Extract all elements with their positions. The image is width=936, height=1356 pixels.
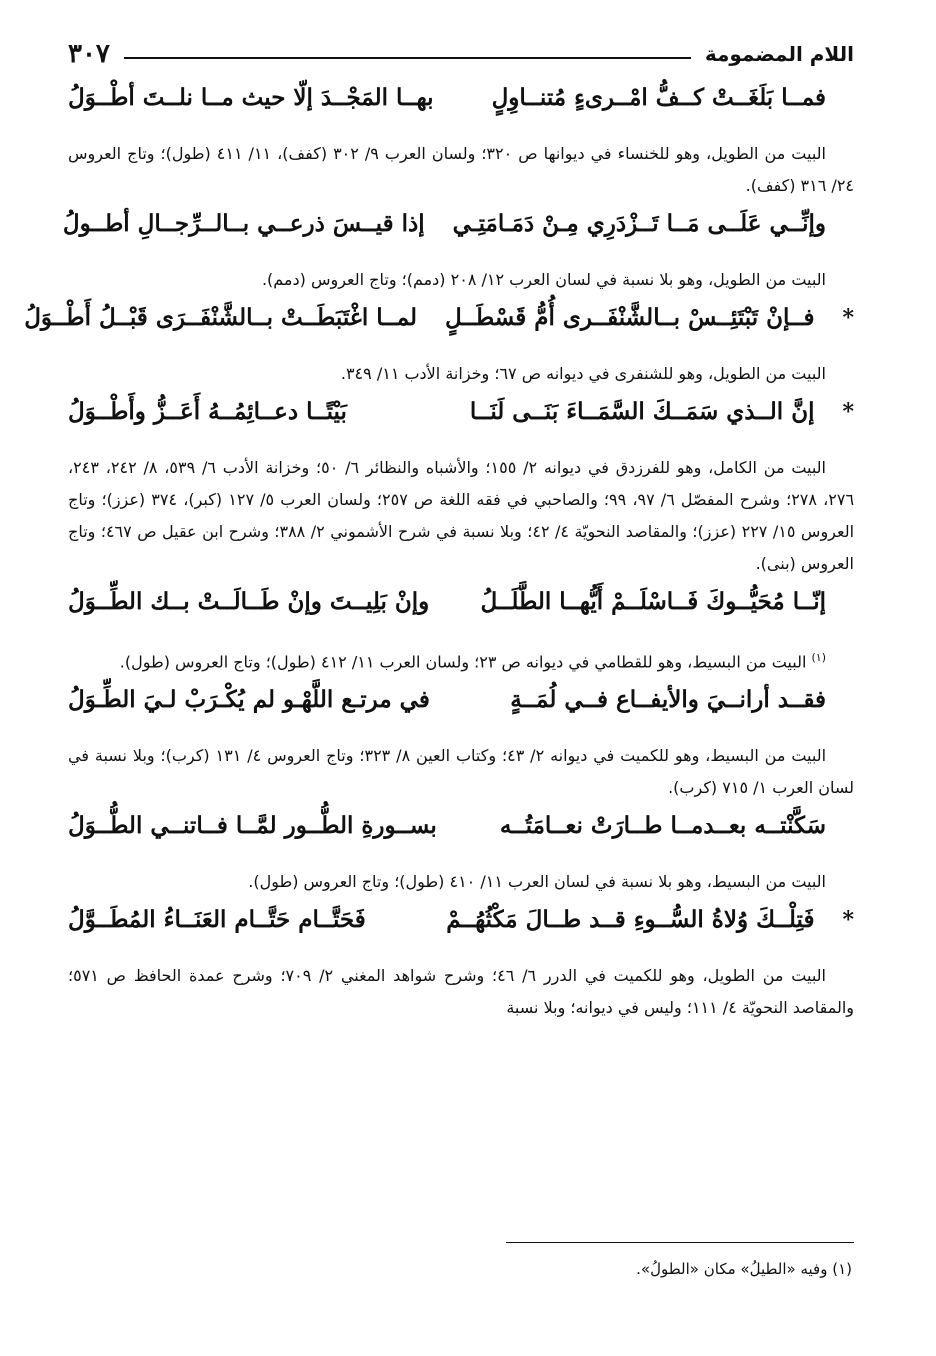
star-marker: * [842,907,854,934]
verse-second-hemistich: بَيْتًــا دعــائِمُــهُ أَعَــزُّ وأَطْــوَلُ [68,398,347,425]
verse-commentary: البيت من البسيط، وهو للكميت في ديوانه ٢/ ٤٣؛ وكتاب العين ٨/ ٣٢٣؛ وتاج العروس ٤/ ١٣١ (كرب)؛ وبلا نسبة في لسان العرب ١/ ٧١٥ (كرب). [68,746,854,798]
verse-line [68,906,854,960]
footnote: (١) وفيه «الطيلُ» مكان «الطولُ». [636,1260,852,1278]
verse-line [68,398,854,452]
verse-line [24,304,854,358]
verse-second-hemistich: بهــا المَجْــدَ إلّا حيث مــا نلــتَ أطْــوَلُ [68,84,434,111]
verse-line [68,812,854,866]
verse-first-hemistich: فَتِلْــكَ وُلاةُ السُّــوءِ قــد طــالَ مَكْثُهُــمْ [446,906,815,934]
verse-line [62,210,854,264]
verse-second-hemistich: فَحَتَّــام حَتَّــام العَنَــاءُ المُطَــوَّلُ [68,906,366,934]
verse-line [68,686,854,740]
poem-entry [62,210,854,296]
verse-commentary [68,642,854,678]
poem-entry [68,686,854,804]
verse-first-hemistich: فــإنْ تَبْتَئِــسْ بــالشَّنْفَــرى أُمُّ قَسْطَــلٍ [445,304,815,331]
verse-second-hemistich: لمــا اغْتَبَطَــتْ بــالشَّنْفَــرَى قَبْــلُ أَطْــوَلُ [24,304,417,331]
footnote-ref: (١) [811,651,826,664]
verse-first-hemistich: سَكَّنْتــه بعــدمــا طــارَتْ نعــامَتُــه [499,812,826,840]
verse-commentary: البيت من الطويل، وهو للخنساء في ديوانها ص ٣٢٠؛ ولسان العرب ٩/ ٣٠٢ (كفف)، ١١/ ٤١١ (طول)؛ وتاج العروس ٢٤/ ٣١٦ (كفف). [68,144,854,195]
verse-commentary: البيت من الطويل، وهو بلا نسبة في لسان العرب ١٢/ ٢٠٨ (دمم)؛ وتاج العروس (دمم). [261,270,826,289]
verse-first-hemistich: إنَّ الــذي سَمَــكَ السَّمَــاءَ بَنَــى لَنَــا [469,398,815,425]
verse-commentary: البيت من الكامل، وهو للفرزدق في ديوانه ٢/ ١٥٥؛ والأشباه والنظائر ٦/ ٥٠؛ وخزانة الأدب ٦/ ٥٣٩، ٨/ ٢٤٢، ٢٤٣، ٢٧٦، ٢٧٨؛ وشرح المفصّل ٦/ ٩٧، ٩٩؛ والصاحبي في فقه اللغة ص ٢٥٧؛ ولسان العرب ٥/ ١٢٧ (كبر)، ٣٧٤ (عزز)؛ وتاج العروس ١٥/ ٢٢٧ (عزز)؛ والمقاصد النحويّة ٤/ ٤٢؛ وبلا نسبة في شرح الأشموني ٢/ ٣٨٨؛ وشرح ابن عقيل ص ٤٦٧؛ وتاج العروس (بنى). [68,458,855,573]
page-body [24,84,855,1032]
poem-entry [68,84,854,202]
verse-first-hemistich: وإنِّــي عَلَــى مَــا تَــزْدَرِي مِـنْ دَمَـامَتِـي [452,210,826,237]
poem-entry [68,906,854,1024]
verse-line [68,84,854,138]
verse-second-hemistich: إذا قيــسَ ذرعــي بــالــرِّجــالِ أطــولُ [62,210,425,237]
verse-line [68,588,854,642]
page-number: ٣٠٧ [68,39,110,69]
star-marker: * [842,305,854,331]
verse-commentary: البيت من الطويل، وهو للكميت في الدرر ٦/ ٤٦؛ وشرح شواهد المغني ٢/ ٧٠٩؛ وشرح عمدة الحافظ ص ٥٧١؛ والمقاصد النحويّة ٤/ ١١١؛ وليس في ديوانه؛ وبلا نسبة [68,966,854,1018]
chapter-title: اللام المضمومة [704,42,854,66]
poem-entry [68,812,854,898]
verse-second-hemistich: في مرتـع اللَّهْـو لم يُكْـرَبْ لـيَ الطِّـوَلُ [68,686,430,714]
verse-commentary: البيت من البسيط، وهو بلا نسبة في لسان العرب ١١/ ٤١٠ (طول)؛ وتاج العروس (طول). [248,872,826,892]
poem-entry [68,398,854,580]
header-rule [124,57,691,59]
footnote-rule [506,1242,854,1243]
verse-first-hemistich: إنّــا مُحَيُّــوكَ فَــاسْلَــمْ أَيُّهــا الطَّلَــلُ [480,588,826,615]
verse-first-hemistich: فقــد أرانــيَ والأيفــاع فــي لُمَــةٍ [510,686,826,714]
verse-commentary: البيت من الطويل، وهو للشنفرى في ديوانه ص ٦٧؛ وخزانة الأدب ١١/ ٣٤٩. [340,364,826,383]
poem-entry [68,588,854,678]
star-marker: * [842,399,854,425]
page-header [68,30,854,78]
verse-first-hemistich: فمــا بَلَغَــتْ كــفُّ امْــرىءٍ مُتنــاوِلٍ [491,84,826,111]
verse-commentary-text: البيت من البسيط، وهو للقطامي في ديوانه ص ٢٣؛ ولسان العرب ١١/ ٤١٢ (طول)؛ وتاج العروس (طول). [119,652,807,672]
poem-entry [24,304,854,390]
verse-second-hemistich: بســورةِ الطُّــور لمَّــا فــاتنــي الطُّــوَلُ [68,812,437,840]
verse-second-hemistich: وإنْ بَلِيــتَ وإنْ طَــالَــتْ بــك الطِّــوَلُ [68,588,430,615]
